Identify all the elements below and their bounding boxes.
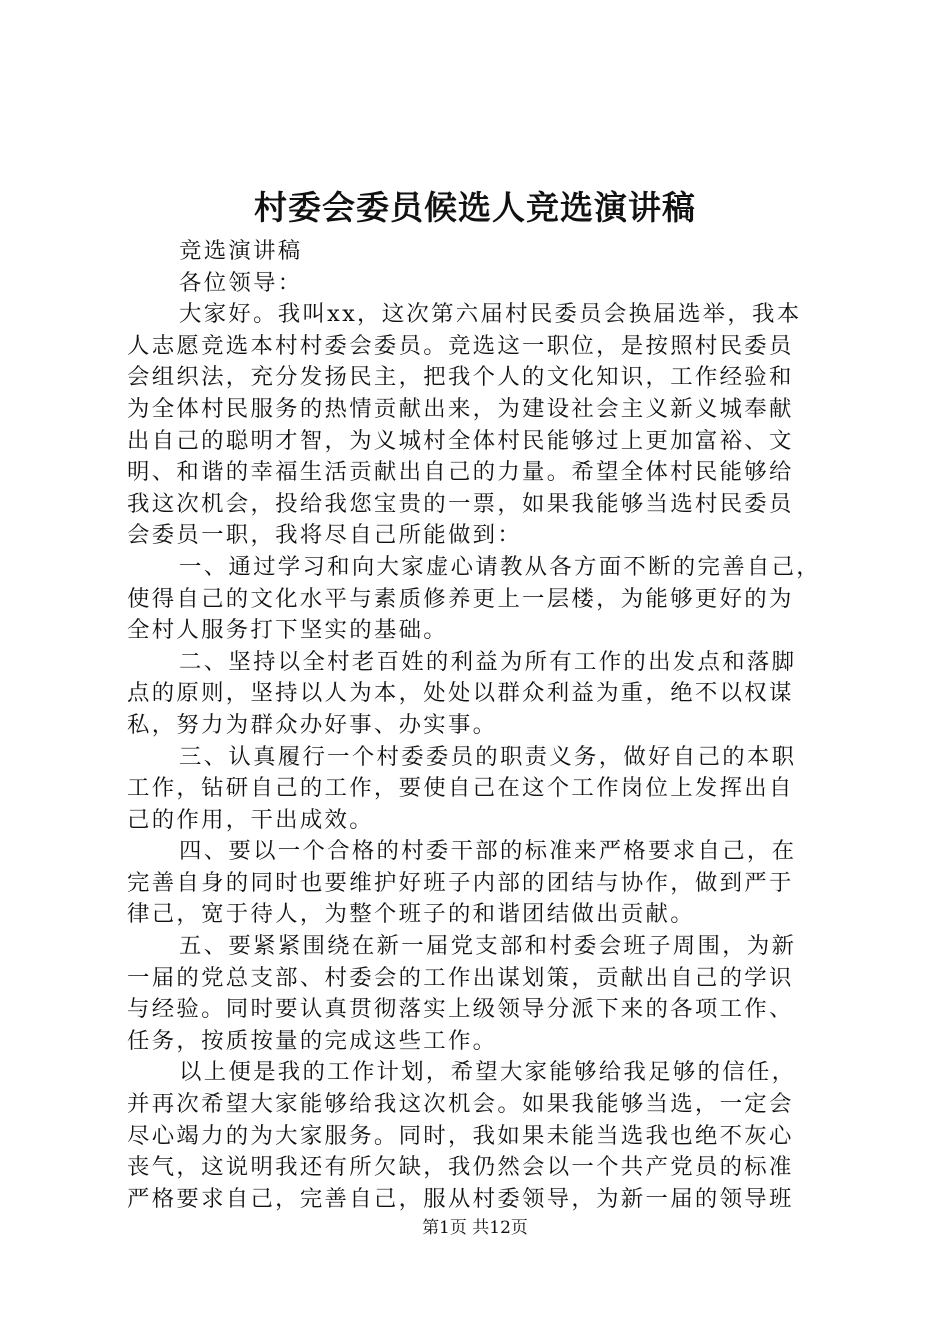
body-line: 各位领导： — [179, 269, 303, 296]
body-line: 完善自身的同时也要维护好班子内部的团结与协作，做到严于 — [127, 869, 794, 896]
body-line: 以上便是我的工作计划，希望大家能够给我足够的信任， — [179, 1059, 797, 1086]
body-line: 五、要紧紧围绕在新一届党支部和村委会班子周围，为新 — [179, 933, 797, 960]
body-line: 四、要以一个合格的村委干部的标准来严格要求自己，在 — [179, 838, 797, 865]
body-line: 大家好。我叫xx，这次第六届村民委员会换届选举，我本 — [179, 301, 802, 328]
body-line: 与经验。同时要认真贯彻落实上级领导分派下来的各项工作、 — [127, 996, 794, 1023]
body-line: 严格要求自己，完善自己，服从村委领导，为新一届的领导班 — [127, 1185, 794, 1212]
body-line: 并再次希望大家能够给我这次机会。如果我能够当选，一定会 — [127, 1091, 794, 1118]
body-line: 己的作用，干出成效。 — [127, 806, 374, 833]
body-line: 律己，宽于待人，为整个班子的和谐团结做出贡献。 — [127, 901, 695, 928]
body-line: 竞选演讲稿 — [179, 238, 303, 264]
body-line: 会委员一职，我将尽自己所能做到： — [127, 522, 523, 549]
body-line: 工作，钻研自己的工作，要使自己在这个工作岗位上发挥出自 — [127, 775, 794, 802]
body-line: 三、认真履行一个村委委员的职责义务，做好自己的本职 — [179, 743, 797, 770]
body-line: 出自己的聪明才智，为义城村全体村民能够过上更加富裕、文 — [127, 427, 794, 454]
body-line: 我这次机会，投给我您宝贵的一票，如果我能够当选村民委员 — [127, 490, 794, 517]
body-line: 点的原则，坚持以人为本，处处以群众利益为重，绝不以权谋 — [127, 680, 794, 707]
body-line: 使得自己的文化水平与素质修养更上一层楼，为能够更好的为 — [127, 585, 794, 612]
body-line: 尽心竭力的为大家服务。同时，我如果未能当选我也绝不灰心 — [127, 1122, 794, 1149]
body-line: 任务，按质按量的完成这些工作。 — [127, 1027, 498, 1054]
document-body — [127, 236, 827, 1215]
body-line: 二、坚持以全村老百姓的利益为所有工作的出发点和落脚 — [179, 648, 797, 675]
body-line: 为全体村民服务的热情贡献出来，为建设社会主义新义城奉献 — [127, 395, 794, 422]
body-line: 一、通过学习和向大家虚心请教从各方面不断的完善自己， — [179, 553, 821, 580]
body-line: 一届的党总支部、村委会的工作出谋划策，贡献出自己的学识 — [127, 964, 794, 991]
body-line: 全村人服务打下坚实的基础。 — [127, 617, 448, 644]
body-line: 丧气，这说明我还有所欠缺，我仍然会以一个共产党员的标准 — [127, 1154, 794, 1181]
body-line: 私，努力为群众办好事、办实事。 — [127, 711, 498, 738]
document-title: 村委会委员候选人竞选演讲稿 — [254, 188, 696, 227]
body-line: 会组织法，充分发扬民主，把我个人的文化知识，工作经验和 — [127, 364, 794, 391]
body-line: 人志愿竞选本村村委会委员。竞选这一职位，是按照村民委员 — [127, 332, 794, 359]
body-line: 明、和谐的幸福生活贡献出自己的力量。希望全体村民能够给 — [127, 459, 794, 486]
page-footer: 第1页 共12页 — [422, 1218, 528, 1238]
